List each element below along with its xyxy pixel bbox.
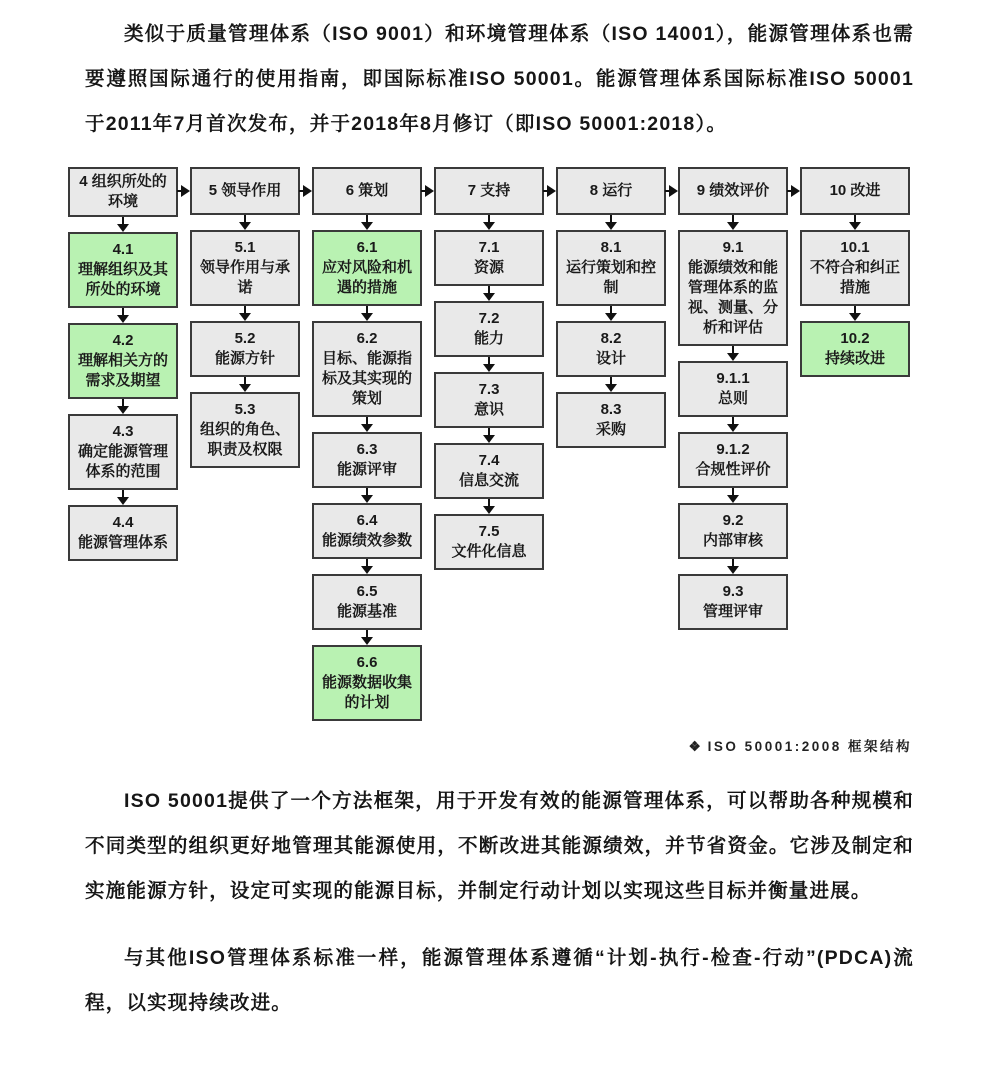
flow-box-8-1 — [556, 230, 666, 306]
diamond-bullet-icon: ❖ — [688, 739, 701, 754]
flow-box-label: 意识 — [473, 401, 504, 418]
flow-box-number: 7.4 — [478, 452, 500, 469]
flow-header-5: 5 领导作用 — [190, 167, 300, 215]
down-arrow-icon — [117, 490, 129, 505]
flow-box-5-3 — [190, 392, 300, 468]
flow-box-number: 4.1 — [112, 241, 134, 258]
flow-box-6-3 — [312, 432, 422, 488]
flow-box-number: 6.2 — [356, 330, 378, 347]
right-arrow-icon — [665, 185, 678, 197]
flow-box-label: 能源评审 — [336, 461, 397, 478]
body-paragraph-pdca: 与其他ISO管理体系标准一样，能源管理体系遵循“计划-执行-检查-行动”(PDCA)流程，以实现持续改进。 — [85, 947, 914, 1014]
flow-box-number: 6.1 — [356, 239, 378, 256]
down-arrow-icon — [361, 417, 373, 432]
flow-box-8-2 — [556, 321, 666, 377]
flow-box-6-5 — [312, 574, 422, 630]
flow-box-number: 7.2 — [478, 310, 500, 327]
flow-header-8: 8 运行 — [556, 167, 666, 215]
flow-header-7: 7 支持 — [434, 167, 544, 215]
flow-box-label: 能源绩效和能管理体系的监视、测量、分析和评估 — [687, 259, 778, 336]
flow-box-10-2 — [800, 321, 910, 377]
flow-box-number: 8.2 — [600, 330, 622, 347]
right-arrow-icon — [421, 185, 434, 197]
flow-box-4-2 — [68, 323, 178, 399]
flow-box-number: 5.2 — [234, 330, 256, 347]
flow-box-label: 理解组织及其所处的环境 — [77, 261, 168, 298]
flow-box-label: 应对风险和机遇的措施 — [321, 259, 412, 296]
down-arrow-icon — [605, 215, 617, 230]
flow-box-label: 持续改进 — [824, 350, 885, 367]
down-arrow-icon — [605, 377, 617, 392]
flow-column-10 — [800, 167, 910, 377]
down-arrow-icon — [483, 286, 495, 301]
right-arrow-icon — [299, 185, 312, 197]
flow-header-10: 10 改进 — [800, 167, 910, 215]
down-arrow-icon — [483, 215, 495, 230]
flow-box-number: 6.3 — [356, 441, 378, 458]
flow-box-label: 能源绩效参数 — [321, 532, 412, 549]
down-arrow-icon — [727, 215, 739, 230]
flow-box-7-1 — [434, 230, 544, 286]
flow-box-number: 5.1 — [234, 239, 256, 256]
flow-box-label: 采购 — [595, 421, 626, 438]
flow-box-label: 领导作用与承诺 — [199, 259, 290, 296]
flow-box-label: 内部审核 — [702, 532, 763, 549]
flow-box-label: 确定能源管理体系的范围 — [77, 443, 168, 480]
flow-box-9-3 — [678, 574, 788, 630]
flow-box-number: 6.5 — [356, 583, 378, 600]
flow-box-label: 设计 — [595, 350, 626, 367]
down-arrow-icon — [727, 417, 739, 432]
flow-box-9-1-2 — [678, 432, 788, 488]
flow-box-label: 能源方针 — [214, 350, 275, 367]
flow-box-number: 10.2 — [840, 330, 870, 347]
flow-box-number: 9.1.1 — [716, 370, 750, 387]
flow-box-7-3 — [434, 372, 544, 428]
flow-box-number: 10.1 — [840, 239, 870, 256]
flow-box-4-1 — [68, 232, 178, 308]
flow-box-5-2 — [190, 321, 300, 377]
flow-box-label: 管理评审 — [702, 603, 763, 620]
flow-box-number: 4.4 — [112, 514, 134, 531]
figure-caption-text: ISO 50001:2008 框架结构 — [707, 739, 912, 754]
flow-box-number: 9.1.2 — [716, 441, 750, 458]
flow-box-label: 资源 — [473, 259, 504, 276]
flow-box-label: 组织的角色、职责及权限 — [199, 421, 290, 458]
flow-box-label: 能力 — [473, 330, 504, 347]
flow-box-label: 能源数据收集的计划 — [321, 674, 412, 711]
flow-box-10-1 — [800, 230, 910, 306]
flow-box-label: 理解相关方的需求及期望 — [77, 352, 168, 389]
flow-box-label: 目标、能源指标及其实现的策划 — [321, 350, 412, 407]
body-paragraph-framework: ISO 50001提供了一个方法框架，用于开发有效的能源管理体系，可以帮助各种规模和不同类型的组织更好地管理其能源使用，不断改进其能源绩效，并节省资金。它涉及制定和实施能源方针，设定可实现的能源目标，并制定行动计划以实现这些目标并衡量进展。 — [85, 790, 914, 902]
flow-box-7-2 — [434, 301, 544, 357]
down-arrow-icon — [117, 399, 129, 414]
flow-column-6 — [312, 167, 422, 721]
down-arrow-icon — [605, 306, 617, 321]
down-arrow-icon — [727, 559, 739, 574]
flow-box-label: 信息交流 — [458, 472, 519, 489]
flow-box-9-2 — [678, 503, 788, 559]
flow-box-number: 9.2 — [722, 512, 744, 529]
flow-box-number: 9.3 — [722, 583, 744, 600]
flow-column-9 — [678, 167, 788, 630]
down-arrow-icon — [849, 306, 861, 321]
flow-box-number: 7.5 — [478, 523, 500, 540]
intro-paragraph: 类似于质量管理体系（ISO 9001）和环境管理体系（ISO 14001），能源管理体系也需要遵照国际通行的使用指南，即国际标准ISO 50001。能源管理体系国际标准ISO 50001于2011年7月首次发布，并于2018年8月修订（即ISO 50001:2018）。 — [85, 23, 914, 135]
down-arrow-icon — [727, 488, 739, 503]
right-arrow-icon — [543, 185, 556, 197]
flow-column-7 — [434, 167, 544, 570]
down-arrow-icon — [239, 377, 251, 392]
flow-box-7-4 — [434, 443, 544, 499]
flow-column-8 — [556, 167, 666, 448]
flow-header-6: 6 策划 — [312, 167, 422, 215]
down-arrow-icon — [239, 215, 251, 230]
flow-box-label: 总则 — [717, 390, 748, 407]
down-arrow-icon — [483, 357, 495, 372]
down-arrow-icon — [361, 559, 373, 574]
down-arrow-icon — [361, 306, 373, 321]
flow-column-5 — [190, 167, 300, 468]
flow-header-9: 9 绩效评价 — [678, 167, 788, 215]
flow-box-label: 运行策划和控制 — [565, 259, 656, 296]
flow-box-label: 能源管理体系 — [77, 534, 168, 551]
flow-box-4-3 — [68, 414, 178, 490]
flow-box-number: 8.3 — [600, 401, 622, 418]
flow-box-number: 7.1 — [478, 239, 500, 256]
flow-box-6-6 — [312, 645, 422, 721]
flow-box-number: 9.1 — [722, 239, 744, 256]
flow-box-6-1 — [312, 230, 422, 306]
flow-box-number: 6.6 — [356, 654, 378, 671]
down-arrow-icon — [849, 215, 861, 230]
flow-box-8-3 — [556, 392, 666, 448]
flow-box-label: 合规性评价 — [695, 461, 771, 478]
flow-box-label: 文件化信息 — [451, 543, 527, 560]
flow-box-number: 6.4 — [356, 512, 378, 529]
iso50001-framework-flowchart — [68, 167, 992, 721]
down-arrow-icon — [361, 215, 373, 230]
down-arrow-icon — [117, 308, 129, 323]
down-arrow-icon — [361, 630, 373, 645]
down-arrow-icon — [483, 499, 495, 514]
down-arrow-icon — [239, 306, 251, 321]
flow-box-6-2 — [312, 321, 422, 417]
flow-box-6-4 — [312, 503, 422, 559]
flow-box-5-1 — [190, 230, 300, 306]
figure-caption — [0, 735, 912, 755]
flow-box-7-5 — [434, 514, 544, 570]
flow-box-9-1 — [678, 230, 788, 346]
flow-box-label: 不符合和纠正措施 — [809, 259, 900, 296]
flow-box-9-1-1 — [678, 361, 788, 417]
flow-box-number: 8.1 — [600, 239, 622, 256]
flow-box-number: 4.3 — [112, 423, 134, 440]
down-arrow-icon — [361, 488, 373, 503]
right-arrow-icon — [177, 185, 190, 197]
right-arrow-icon — [787, 185, 800, 197]
flow-box-number: 5.3 — [234, 401, 256, 418]
flow-box-number: 4.2 — [112, 332, 134, 349]
flow-box-4-4 — [68, 505, 178, 561]
flow-header-4: 4 组织所处的环境 — [68, 167, 178, 217]
down-arrow-icon — [727, 346, 739, 361]
flow-column-4 — [68, 167, 178, 561]
flow-box-label: 能源基准 — [336, 603, 397, 620]
flow-box-number: 7.3 — [478, 381, 500, 398]
down-arrow-icon — [117, 217, 129, 232]
down-arrow-icon — [483, 428, 495, 443]
